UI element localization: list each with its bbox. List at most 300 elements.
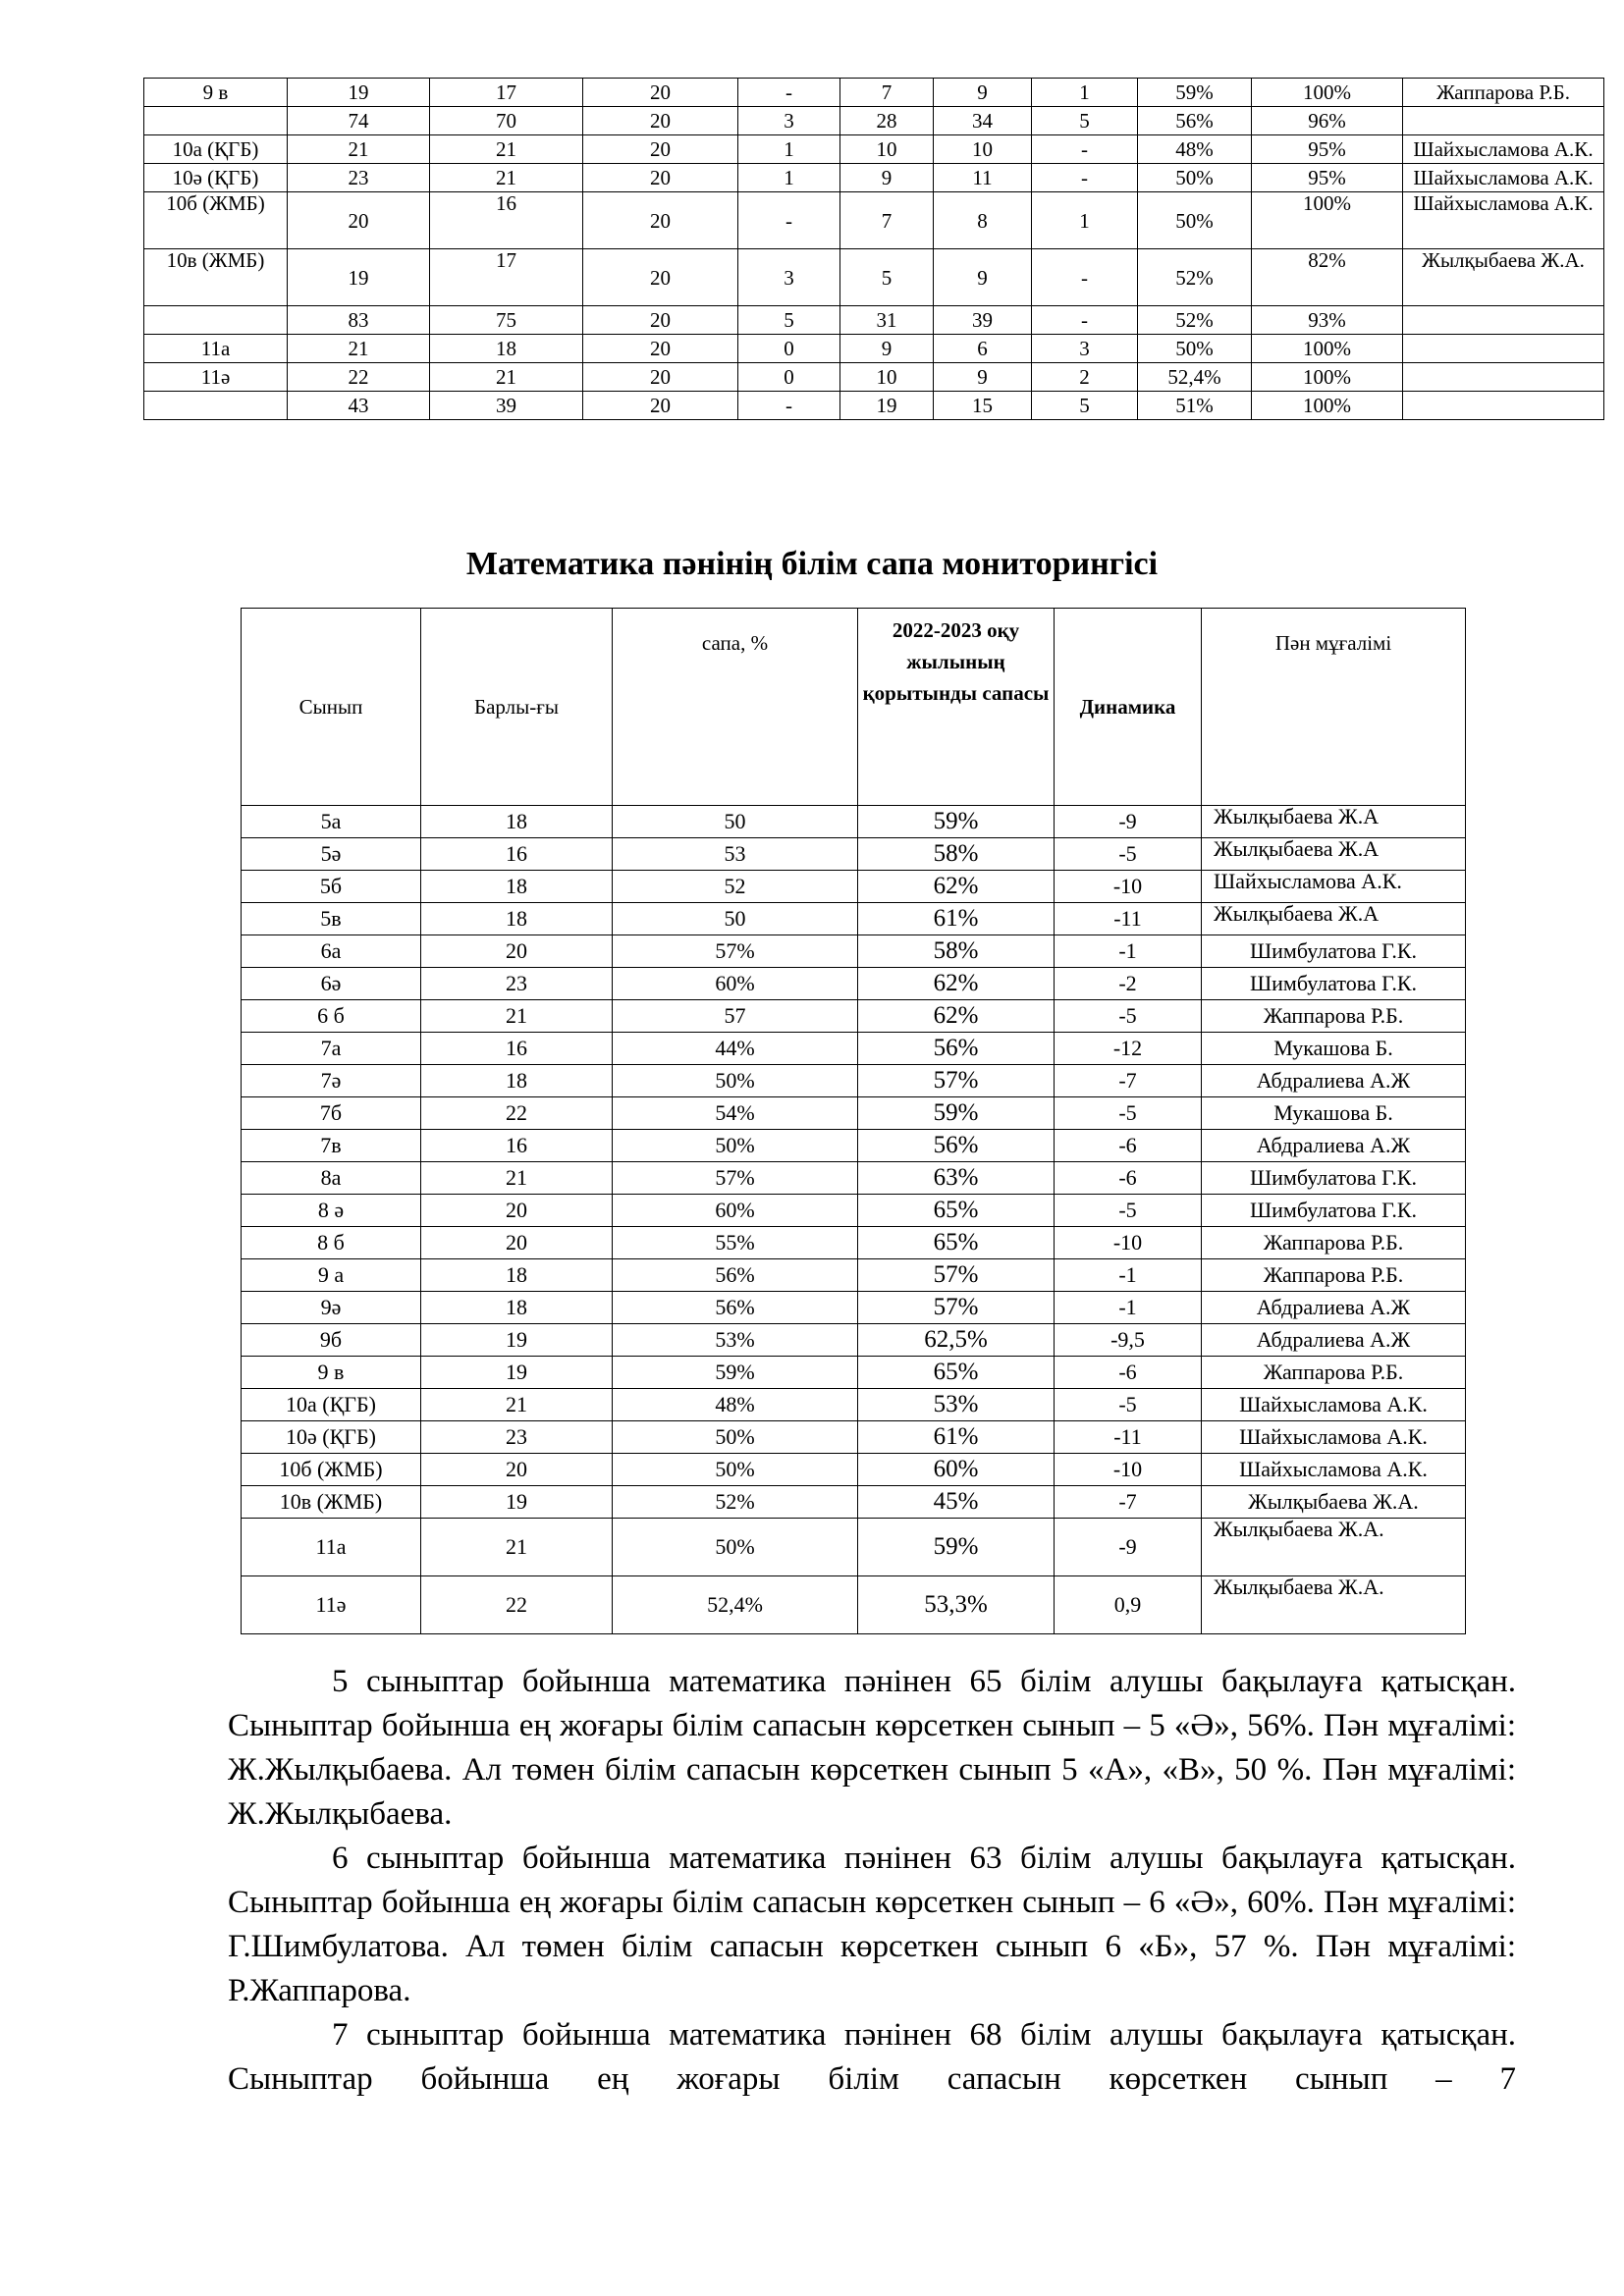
table-cell: Шайхысламова А.К. [1202, 1421, 1466, 1454]
table-cell: -11 [1055, 1421, 1202, 1454]
table-cell: -10 [1055, 1227, 1202, 1259]
table-cell: 1 [1032, 79, 1138, 107]
table-cell: - [1032, 164, 1138, 192]
table-cell: Шайхысламова А.К. [1403, 164, 1604, 192]
table-cell: Абдралиева А.Ж [1202, 1130, 1466, 1162]
table-cell: 20 [583, 306, 738, 335]
table-cell: 19 [288, 79, 430, 107]
table-cell: Шайхысламова А.К. [1403, 192, 1604, 249]
table-cell: 18 [421, 1292, 613, 1324]
table-cell: 39 [430, 392, 583, 420]
table-cell: 0 [738, 335, 840, 363]
table-cell [144, 392, 288, 420]
table-cell: 20 [583, 392, 738, 420]
table-cell: -1 [1055, 1259, 1202, 1292]
table-cell: Шайхысламова А.К. [1202, 871, 1466, 903]
table-cell: 52,4% [1138, 363, 1252, 392]
table-cell: Жаппарова Р.Б. [1202, 1259, 1466, 1292]
table-cell: Абдралиева А.Ж [1202, 1065, 1466, 1097]
table-cell: 61% [858, 903, 1055, 935]
table-cell: Мукашова Б. [1202, 1033, 1466, 1065]
table-cell: 20 [421, 1195, 613, 1227]
table-cell: 83 [288, 306, 430, 335]
table-cell: 15 [934, 392, 1032, 420]
table-cell: - [1032, 306, 1138, 335]
table-cell: 9ә [242, 1292, 421, 1324]
table-cell: 11ә [242, 1576, 421, 1634]
table-cell: 8а [242, 1162, 421, 1195]
table-cell: 18 [421, 871, 613, 903]
table-row [242, 1486, 1466, 1519]
header-total: Барлы-ғы [421, 609, 613, 806]
table-cell: 59% [613, 1357, 858, 1389]
table-cell: 50% [613, 1065, 858, 1097]
table-cell: 82% [1252, 249, 1403, 306]
table-cell: 9 [934, 363, 1032, 392]
table-cell: 0 [738, 363, 840, 392]
table-cell: - [738, 79, 840, 107]
table-cell: 44% [613, 1033, 858, 1065]
table-cell: 10 [934, 135, 1032, 164]
table-cell: 7б [242, 1097, 421, 1130]
table-cell: 51% [1138, 392, 1252, 420]
table-cell: 52% [1138, 306, 1252, 335]
table-row [242, 1000, 1466, 1033]
table-cell [1403, 306, 1604, 335]
table-cell: 31 [840, 306, 934, 335]
table-cell: 20 [421, 935, 613, 968]
table-row [242, 968, 1466, 1000]
table-cell: 3 [738, 107, 840, 135]
table-cell: 93% [1252, 306, 1403, 335]
table-cell: 100% [1252, 192, 1403, 249]
table-cell: 52% [613, 1486, 858, 1519]
table-cell: 20 [421, 1227, 613, 1259]
table-cell: 9 [840, 164, 934, 192]
table-cell: 100% [1252, 392, 1403, 420]
table-cell: 18 [421, 1259, 613, 1292]
table-cell: 10в (ЖМБ) [144, 249, 288, 306]
table-cell: Жылқыбаева Ж.А. [1202, 1576, 1466, 1634]
table-cell: -6 [1055, 1357, 1202, 1389]
table-cell: 50% [1138, 335, 1252, 363]
table-cell: 50% [613, 1130, 858, 1162]
table-cell: 52,4% [613, 1576, 858, 1634]
table-cell: 57% [613, 935, 858, 968]
table-cell: 7 [840, 192, 934, 249]
table-cell: Жаппарова Р.Б. [1202, 1227, 1466, 1259]
table-cell: Жылқыбаева Ж.А. [1403, 249, 1604, 306]
table-cell: Шайхысламова А.К. [1403, 135, 1604, 164]
table-cell: Шайхысламова А.К. [1202, 1389, 1466, 1421]
table-cell: Мукашова Б. [1202, 1097, 1466, 1130]
table-cell: 9 а [242, 1259, 421, 1292]
table-cell: 18 [421, 903, 613, 935]
table-cell: -1 [1055, 1292, 1202, 1324]
table-cell: 50% [613, 1421, 858, 1454]
table-cell: 50 [613, 806, 858, 838]
table-cell: 10 [840, 363, 934, 392]
table-cell: 23 [421, 1421, 613, 1454]
table-cell: 57% [858, 1065, 1055, 1097]
table-cell [1403, 363, 1604, 392]
table-cell: Шимбулатова Г.К. [1202, 1162, 1466, 1195]
table-cell: 20 [583, 249, 738, 306]
table-cell: -5 [1055, 1195, 1202, 1227]
table-cell: -6 [1055, 1130, 1202, 1162]
table-cell: 10а (ҚГБ) [242, 1389, 421, 1421]
table-cell: 10ә (ҚГБ) [242, 1421, 421, 1454]
table-row [242, 1292, 1466, 1324]
table-row [242, 838, 1466, 871]
table-cell: 57 [613, 1000, 858, 1033]
table-cell: 21 [421, 1000, 613, 1033]
table-cell: 21 [430, 363, 583, 392]
table-cell: 55% [613, 1227, 858, 1259]
table-cell: 20 [583, 335, 738, 363]
table-row [242, 1162, 1466, 1195]
table-cell: - [1032, 135, 1138, 164]
table-cell: 48% [1138, 135, 1252, 164]
table-cell: 62% [858, 1000, 1055, 1033]
table-cell: 16 [430, 192, 583, 249]
table-cell: 20 [583, 107, 738, 135]
analysis-text [228, 1660, 1516, 2102]
table-cell [144, 107, 288, 135]
table-cell: 1 [738, 135, 840, 164]
table-cell: 6 [934, 335, 1032, 363]
table-cell: -1 [1055, 935, 1202, 968]
table-cell: -9 [1055, 806, 1202, 838]
table-cell: 21 [430, 135, 583, 164]
table-cell: 10в (ЖМБ) [242, 1486, 421, 1519]
math-quality-table [241, 608, 1466, 1634]
section-title: Математика пәнінің білім сапа мониторингісі [465, 545, 1159, 582]
table-cell: 58% [858, 935, 1055, 968]
table-cell: 45% [858, 1486, 1055, 1519]
table-cell: -7 [1055, 1486, 1202, 1519]
table-cell: 65% [858, 1195, 1055, 1227]
table-cell: 9 [934, 249, 1032, 306]
table-cell: 0,9 [1055, 1576, 1202, 1634]
table-row [144, 135, 1604, 164]
table-cell: Шимбулатова Г.К. [1202, 1195, 1466, 1227]
table-row [242, 1389, 1466, 1421]
table-cell: Шимбулатова Г.К. [1202, 968, 1466, 1000]
table-cell: - [738, 192, 840, 249]
continuation-table [143, 78, 1604, 420]
table-cell: 20 [583, 79, 738, 107]
table-cell [1403, 107, 1604, 135]
table-cell: 5ә [242, 838, 421, 871]
table-cell: 56% [1138, 107, 1252, 135]
table-cell [1403, 392, 1604, 420]
table-row [242, 806, 1466, 838]
table-cell: 59% [858, 1519, 1055, 1576]
table-cell: 11а [242, 1519, 421, 1576]
table-cell: 17 [430, 79, 583, 107]
table-cell: 70 [430, 107, 583, 135]
table-cell: 95% [1252, 164, 1403, 192]
table-cell: 65% [858, 1357, 1055, 1389]
table-cell: 19 [421, 1486, 613, 1519]
table-row [242, 1324, 1466, 1357]
table-row [242, 935, 1466, 968]
table-cell: 23 [421, 968, 613, 1000]
table-cell: Жылқыбаева Ж.А. [1202, 1486, 1466, 1519]
table-cell: - [738, 392, 840, 420]
table-cell: 50% [1138, 192, 1252, 249]
paragraph-grade-5: 5 сыныптар бойынша математика пәнінен 65 білім алушы бақылауға қатысқан. Сыныптар бойынша ең жоғары білім сапасын көрсеткен сынып – 5 «Ә», 56%. Пән мұғалімі: Ж.Жылқыбаева. Ал төмен білім сапасын көрсеткен сынып 5 «А», «В», 50 %. Пән мұғалімі: Ж.Жылқыбаева. [228, 1664, 1516, 1832]
table-cell: 5 [1032, 392, 1138, 420]
table-row [242, 1227, 1466, 1259]
table-cell: 100% [1252, 335, 1403, 363]
table-cell: 57% [858, 1292, 1055, 1324]
header-teacher: Пән мұғалімі [1202, 609, 1466, 806]
table-cell: - [1032, 249, 1138, 306]
table-cell: 53 [613, 838, 858, 871]
table-row [242, 903, 1466, 935]
table-cell [144, 306, 288, 335]
table-cell: 5в [242, 903, 421, 935]
table-cell: 39 [934, 306, 1032, 335]
table-cell: 3 [1032, 335, 1138, 363]
table-cell: Шайхысламова А.К. [1202, 1454, 1466, 1486]
table-row [242, 1576, 1466, 1634]
table-cell: 20 [421, 1454, 613, 1486]
table-cell: 23 [288, 164, 430, 192]
table-cell: 58% [858, 838, 1055, 871]
table-cell: 10б (ЖМБ) [242, 1454, 421, 1486]
table-cell: 8 ә [242, 1195, 421, 1227]
table-cell: -5 [1055, 1000, 1202, 1033]
table-cell: 11а [144, 335, 288, 363]
table-cell: 60% [613, 1195, 858, 1227]
table-cell: 9 [840, 335, 934, 363]
table-cell: Абдралиева А.Ж [1202, 1324, 1466, 1357]
table-cell: 57% [858, 1259, 1055, 1292]
table-cell: 28 [840, 107, 934, 135]
table-cell: 11ә [144, 363, 288, 392]
table-cell: 6а [242, 935, 421, 968]
table-cell: 56% [858, 1033, 1055, 1065]
table-cell: 43 [288, 392, 430, 420]
table-cell: 7 [840, 79, 934, 107]
table-row [242, 1195, 1466, 1227]
table-cell: 53,3% [858, 1576, 1055, 1634]
table-cell: 9 [934, 79, 1032, 107]
table-cell: -5 [1055, 838, 1202, 871]
header-quality: сапа, % [613, 609, 858, 806]
table-cell: 56% [858, 1130, 1055, 1162]
table-cell: Жылқыбаева Ж.А [1202, 903, 1466, 935]
table-row [144, 164, 1604, 192]
table-cell: 6ә [242, 968, 421, 1000]
table-row [242, 1033, 1466, 1065]
table-header-row [242, 609, 1466, 806]
table-row [242, 1421, 1466, 1454]
paragraph-grade-6: 6 сыныптар бойынша математика пәнінен 63 білім алушы бақылауға қатысқан. Сыныптар бойынша ең жоғары білім сапасын көрсеткен сынып – 6 «Ә», 60%. Пән мұғалімі: Г.Шимбулатова. Ал төмен білім сапасын көрсеткен сынып 6 «Б», 57 %. Пән мұғалімі: Р.Жаппарова. [228, 1841, 1516, 2008]
table-cell: 74 [288, 107, 430, 135]
table-cell: 5 [840, 249, 934, 306]
table-cell: Жаппарова Р.Б. [1202, 1000, 1466, 1033]
table-cell: 5 [738, 306, 840, 335]
table-cell: 9б [242, 1324, 421, 1357]
table-cell: 10б (ЖМБ) [144, 192, 288, 249]
table-cell: 34 [934, 107, 1032, 135]
table-cell: 48% [613, 1389, 858, 1421]
table-cell: 57% [613, 1162, 858, 1195]
header-final-quality: 2022-2023 оқу жылының қорытынды сапасы [858, 609, 1055, 806]
table-cell: 16 [421, 1130, 613, 1162]
table-cell: 50% [613, 1454, 858, 1486]
table-cell: 10а (ҚГБ) [144, 135, 288, 164]
table-cell: 20 [583, 164, 738, 192]
table-cell: 20 [583, 135, 738, 164]
table-row [144, 363, 1604, 392]
table-cell: 1 [1032, 192, 1138, 249]
table-cell: 53% [858, 1389, 1055, 1421]
table-cell: 1 [738, 164, 840, 192]
table-cell: 100% [1252, 363, 1403, 392]
table-cell: 18 [421, 1065, 613, 1097]
table-cell: 11 [934, 164, 1032, 192]
table-cell: 18 [430, 335, 583, 363]
table-cell: 21 [430, 164, 583, 192]
table-cell: 96% [1252, 107, 1403, 135]
table-cell: 56% [613, 1292, 858, 1324]
table-row [242, 1065, 1466, 1097]
header-dynamics: Динамика [1055, 609, 1202, 806]
table-cell: 59% [1138, 79, 1252, 107]
table-cell: Жаппарова Р.Б. [1202, 1357, 1466, 1389]
table-cell: 9 в [144, 79, 288, 107]
table-row [242, 1357, 1466, 1389]
table-cell: 21 [288, 335, 430, 363]
table-cell: 62% [858, 871, 1055, 903]
table-cell: 54% [613, 1097, 858, 1130]
table-row [144, 79, 1604, 107]
table-cell: 21 [288, 135, 430, 164]
table-cell: Жылқыбаева Ж.А. [1202, 1519, 1466, 1576]
table-cell: 21 [421, 1519, 613, 1576]
table-cell: 22 [421, 1097, 613, 1130]
table-row [144, 306, 1604, 335]
table-cell: Жаппарова Р.Б. [1403, 79, 1604, 107]
table-cell: 59% [858, 1097, 1055, 1130]
table-cell: 50% [613, 1519, 858, 1576]
table-cell: 60% [613, 968, 858, 1000]
table-cell: 17 [430, 249, 583, 306]
table-cell: -7 [1055, 1065, 1202, 1097]
header-class: Сынып [242, 609, 421, 806]
table-cell: 7а [242, 1033, 421, 1065]
table-row [144, 392, 1604, 420]
table-cell: 50% [1138, 164, 1252, 192]
table-cell: -10 [1055, 1454, 1202, 1486]
table-cell: -10 [1055, 871, 1202, 903]
table-row [242, 1130, 1466, 1162]
table-cell: 65% [858, 1227, 1055, 1259]
table-row [242, 1519, 1466, 1576]
table-cell: 22 [288, 363, 430, 392]
table-cell: 21 [421, 1162, 613, 1195]
table-cell: 60% [858, 1454, 1055, 1486]
table-cell: 53% [613, 1324, 858, 1357]
table-row [144, 107, 1604, 135]
table-cell: 5 [1032, 107, 1138, 135]
table-cell: -2 [1055, 968, 1202, 1000]
table-cell: 8 [934, 192, 1032, 249]
table-cell [1403, 335, 1604, 363]
table-cell: -9 [1055, 1519, 1202, 1576]
table-cell: 18 [421, 806, 613, 838]
table-cell: 7в [242, 1130, 421, 1162]
table-row [242, 1454, 1466, 1486]
table-cell: Жылқыбаева Ж.А [1202, 838, 1466, 871]
table-cell: 20 [583, 192, 738, 249]
table-cell: 20 [583, 363, 738, 392]
table-cell: 5а [242, 806, 421, 838]
table-cell: -5 [1055, 1389, 1202, 1421]
table-cell: 8 б [242, 1227, 421, 1259]
table-cell: 6 б [242, 1000, 421, 1033]
table-cell: 19 [288, 249, 430, 306]
table-cell: 52 [613, 871, 858, 903]
table-cell: 56% [613, 1259, 858, 1292]
table-cell: 19 [840, 392, 934, 420]
table-cell: Абдралиева А.Ж [1202, 1292, 1466, 1324]
table-cell: -12 [1055, 1033, 1202, 1065]
table-cell: 10 [840, 135, 934, 164]
table-cell: -11 [1055, 903, 1202, 935]
table-row [144, 192, 1604, 249]
table-row [242, 1097, 1466, 1130]
table-cell: 75 [430, 306, 583, 335]
table-row [144, 335, 1604, 363]
table-cell: 21 [421, 1389, 613, 1421]
table-cell: 19 [421, 1324, 613, 1357]
table-cell: 2 [1032, 363, 1138, 392]
table-cell: 10ә (ҚГБ) [144, 164, 288, 192]
table-cell: 100% [1252, 79, 1403, 107]
table-cell: 16 [421, 1033, 613, 1065]
table-cell: 19 [421, 1357, 613, 1389]
table-cell: 59% [858, 806, 1055, 838]
table-cell: 9 в [242, 1357, 421, 1389]
table-cell: -6 [1055, 1162, 1202, 1195]
table-row [242, 1259, 1466, 1292]
table-cell: -5 [1055, 1097, 1202, 1130]
table-cell: 7ә [242, 1065, 421, 1097]
table-cell: 95% [1252, 135, 1403, 164]
table-row [242, 871, 1466, 903]
table-cell: 5б [242, 871, 421, 903]
paragraph-grade-7: 7 сыныптар бойынша математика пәнінен 68 білім алушы бақылауға қатысқан. Сыныптар бойынша ең жоғары білім сапасын көрсеткен сынып – 7 [228, 2017, 1516, 2097]
table-cell: 20 [288, 192, 430, 249]
table-cell: -9,5 [1055, 1324, 1202, 1357]
table-cell: 62% [858, 968, 1055, 1000]
table-cell: 63% [858, 1162, 1055, 1195]
table-cell: 16 [421, 838, 613, 871]
table-cell: 50 [613, 903, 858, 935]
table-cell: 22 [421, 1576, 613, 1634]
table-cell: 3 [738, 249, 840, 306]
table-cell: Жылқыбаева Ж.А [1202, 806, 1466, 838]
table-row [144, 249, 1604, 306]
table-cell: 52% [1138, 249, 1252, 306]
table-cell: Шимбулатова Г.К. [1202, 935, 1466, 968]
